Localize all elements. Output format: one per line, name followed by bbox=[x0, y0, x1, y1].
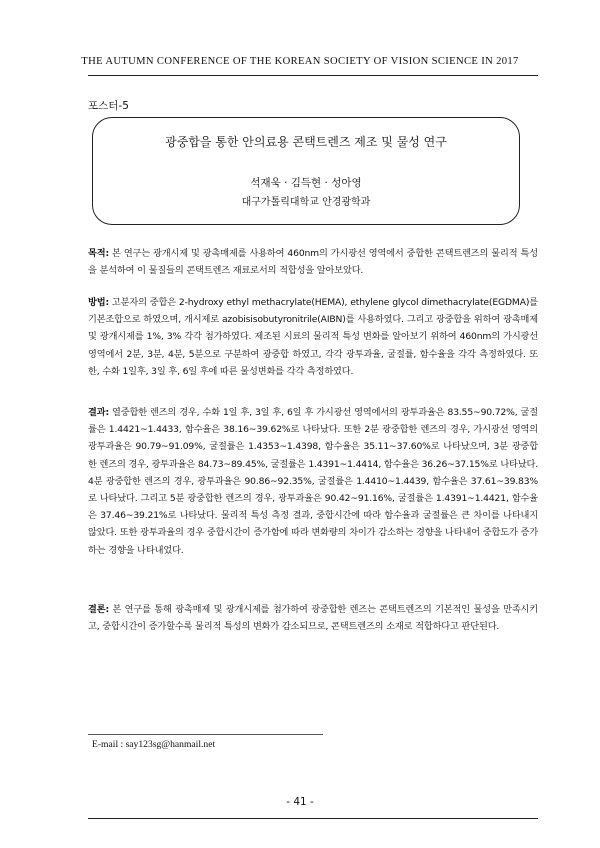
header-divider bbox=[88, 75, 538, 76]
footnote-divider bbox=[88, 734, 323, 735]
purpose-paragraph bbox=[88, 245, 538, 279]
method-label: 방법: bbox=[88, 297, 109, 308]
method-paragraph bbox=[88, 294, 538, 380]
affiliation: 대구가톨릭대학교 안경광학과 bbox=[241, 197, 371, 208]
email-footnote: E-mail : say123sg@hanmail.net bbox=[92, 739, 216, 750]
authors: 석재욱 · 김득현 · 성아영 bbox=[250, 177, 362, 189]
conference-header: THE AUTUMN CONFERENCE OF THE KOREAN SOCIETY OF VISION SCIENCE IN 2017 bbox=[81, 56, 519, 67]
conclusion-paragraph bbox=[88, 601, 538, 635]
purpose-text: 본 연구는 광개시제 및 광촉매제를 사용하여 460nm의 가시광선 영역에서 중합한 콘택트렌즈의 물리적 특성을 분석하여 이 물질들의 콘택트렌즈 재료로서의 적합성을 알아보았다. bbox=[88, 248, 538, 277]
result-label: 결과: bbox=[88, 407, 109, 418]
conclusion-label: 결론: bbox=[88, 604, 109, 615]
footer-divider bbox=[88, 818, 538, 819]
result-text: 열중합한 렌즈의 경우, 수화 1일 후, 3일 후, 6일 후 가시광선 영역에서의 광투과율은 83.55~90.72%, 굴절률은 1.4421~1.4433, 함수율은 38.16~39.62%로 나타났다. 또한 2분 광중합한 렌즈의 경우, 가시광선 영역의 광투과율은 90.79~91.09%, 굴절률은 1.4353~1.4398, 함수율은 35.11~37.60%로 나타났으며, 3분 광중합한 렌즈의 경우, 광투과율은 84.73~89.45%, 굴절률은 1.4391~1.4414, 함수율은 36.26~37.15%로 나타났다. 4분 광중합한 렌즈의 경우, 광투과율은 90.86~92.35%, 굴절률은 1.4410~1.4439, 함수율은 37.61~39.83%로 나타났다. 그리고 5분 광중합한 렌즈의 경우, 광투과율은 90.42~91.16%, 굴절률은 1.4391~1.4421, 함수율은 37.46~39.21%로 나타났다. 물리적 특성 측정 결과, 중합시간에 따라 함수율과 굴절률은 큰 차이를 나타내지 않았다. 또한 광투과율의 경우 중합시간이 증가함에 따라 변화량의 차이가 감소하는 경향을 나타내어 중합도가 증가하는 경향을 나타내었다. bbox=[88, 407, 538, 556]
paper-title: 광중합을 통한 안의료용 콘택트렌즈 제조 및 물성 연구 bbox=[165, 135, 447, 149]
result-paragraph bbox=[88, 404, 538, 559]
method-text: 고분자의 중합은 2-hydroxy ethyl methacrylate(HEMA), ethylene glycol dimethacrylate(EGDMA)를 기본조합으로 하였으며, 개시제로 azobisisobutyronitrile(AIBN)를 사용하였다. 그리고 광중합을 위하여 광촉매제 및 광개시제를 1%, 3% 각각 첨가하였다. 제조된 시료의 물리적 특성 변화를 알아보기 위하여 460nm의 가시광선영역에서 2분, 3분, 4분, 5분으로 구분하여 광중합 하였고, 각각 광투과율, 굴절률, 함수율을 각각 측정하였다. 또한, 수화 1일후, 3일 후, 6일 후에 따른 물성변화를 각각 측정하였다. bbox=[88, 297, 538, 377]
page-number: - 41 - bbox=[286, 796, 314, 808]
purpose-label: 목적: bbox=[88, 248, 109, 259]
conclusion-text: 본 연구를 통해 광촉매제 및 광개시제를 첨가하여 광중합한 렌즈는 콘택트렌즈의 기본적인 물성을 만족시키고, 중합시간이 증가할수록 물리적 특성의 변화가 감소되므로, 콘택트렌즈의 소재로 적합하다고 판단된다. bbox=[88, 604, 538, 633]
poster-id: 포스터-5 bbox=[88, 100, 129, 112]
